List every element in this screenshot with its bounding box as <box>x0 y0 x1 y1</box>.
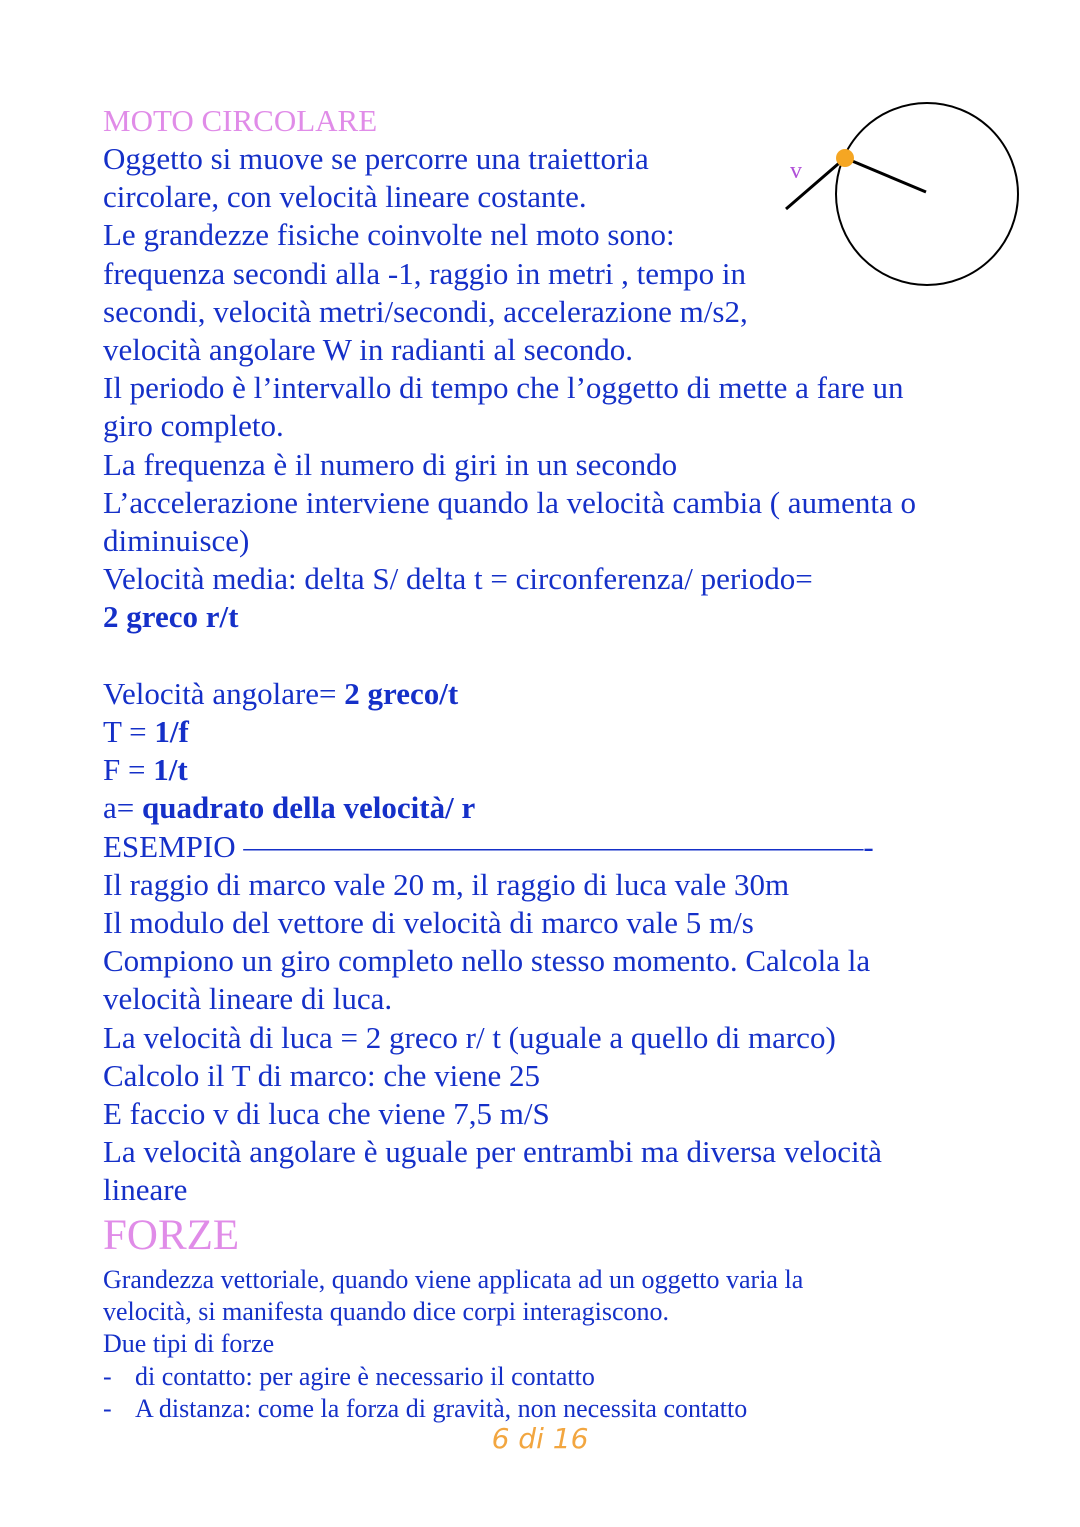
body-line: Grandezza vettoriale, quando viene applicata ad un oggetto varia la <box>103 1264 804 1294</box>
formula-label: Velocità angolare= <box>103 675 345 711</box>
bullet-dash: - <box>103 1394 112 1424</box>
example-line: velocità lineare di luca. <box>103 981 393 1017</box>
example-line: Il modulo del vettore di velocità di marco vale 5 m/s <box>103 905 754 941</box>
formula-line <box>103 789 1003 827</box>
body-line: Velocità media: delta S/ delta t = circonferenza/ periodo= <box>103 561 813 597</box>
body-line: velocità, si manifesta quando dice corpi interagiscono. <box>103 1297 670 1327</box>
body-line: La frequenza è il numero di giri in un secondo <box>103 446 678 482</box>
formula-value: 1/t <box>153 752 188 788</box>
list-item <box>103 1361 1003 1393</box>
body-line: Le grandezze fisiche coinvolte nel moto sono: <box>103 217 675 253</box>
formula-label: a= <box>103 790 142 826</box>
formula-value: 2 greco r/t <box>103 599 239 635</box>
example-line: Calcolo il T di marco: che viene 25 <box>103 1057 541 1093</box>
bullet-dash: - <box>103 1361 112 1391</box>
body-line: frequenza secondi alla -1, raggio in metri , tempo in <box>103 255 747 291</box>
section-title-forze: FORZE <box>103 1211 240 1259</box>
notes-content <box>103 102 1003 1426</box>
formula-line <box>103 713 1003 751</box>
body-line: circolare, con velocità lineare costante. <box>103 179 587 215</box>
example-line: E faccio v di luca che viene 7,5 m/S <box>103 1096 550 1132</box>
body-line: Oggetto si muove se percorre una traiettoria <box>103 141 649 176</box>
body-line: giro completo. <box>103 408 284 444</box>
example-line: Compiono un giro completo nello stesso momento. Calcola la <box>103 943 871 979</box>
formula-label: F = <box>103 752 154 788</box>
body-line: Il periodo è l’intervallo di tempo che l’oggetto di mette a fare un <box>103 370 904 406</box>
example-line: lineare <box>103 1172 188 1208</box>
body-line: velocità angolare W in radianti al secondo. <box>103 332 633 368</box>
formula-value: quadrato della velocità/ r <box>142 790 476 826</box>
example-header: ESEMPIO ————————————————————- <box>103 828 874 864</box>
body-line: secondi, velocità metri/secondi, accelerazione m/s2, <box>103 293 748 329</box>
body-line: L’accelerazione interviene quando la velocità cambia ( aumenta o <box>103 484 917 520</box>
formula-line <box>103 675 1003 713</box>
body-line: Due tipi di forze <box>103 1329 275 1359</box>
list-item <box>103 1393 1003 1425</box>
bold-formula-velocity <box>103 598 1003 636</box>
formula-line <box>103 751 1003 789</box>
spacer <box>103 637 1003 675</box>
body-line: diminuisce) <box>103 523 250 559</box>
section-title-moto-circolare: MOTO CIRCOLARE <box>103 103 378 138</box>
list-item-text: A distanza: come la forza di gravità, non necessita contatto <box>135 1394 748 1424</box>
velocity-label: v <box>790 158 802 184</box>
formula-value: 1/f <box>154 714 189 750</box>
formula-value: 2 greco/t <box>344 675 459 711</box>
list-item-text: di contatto: per agire è necessario il contatto <box>135 1361 595 1391</box>
example-line: Il raggio di marco vale 20 m, il raggio di luca vale 30m <box>103 866 790 902</box>
page-number: 6 di 16 <box>491 1422 589 1455</box>
example-line: La velocità di luca = 2 greco r/ t (uguale a quello di marco) <box>103 1019 836 1055</box>
formula-label: T = <box>103 714 155 750</box>
example-line: La velocità angolare è uguale per entrambi ma diversa velocità <box>103 1134 882 1170</box>
